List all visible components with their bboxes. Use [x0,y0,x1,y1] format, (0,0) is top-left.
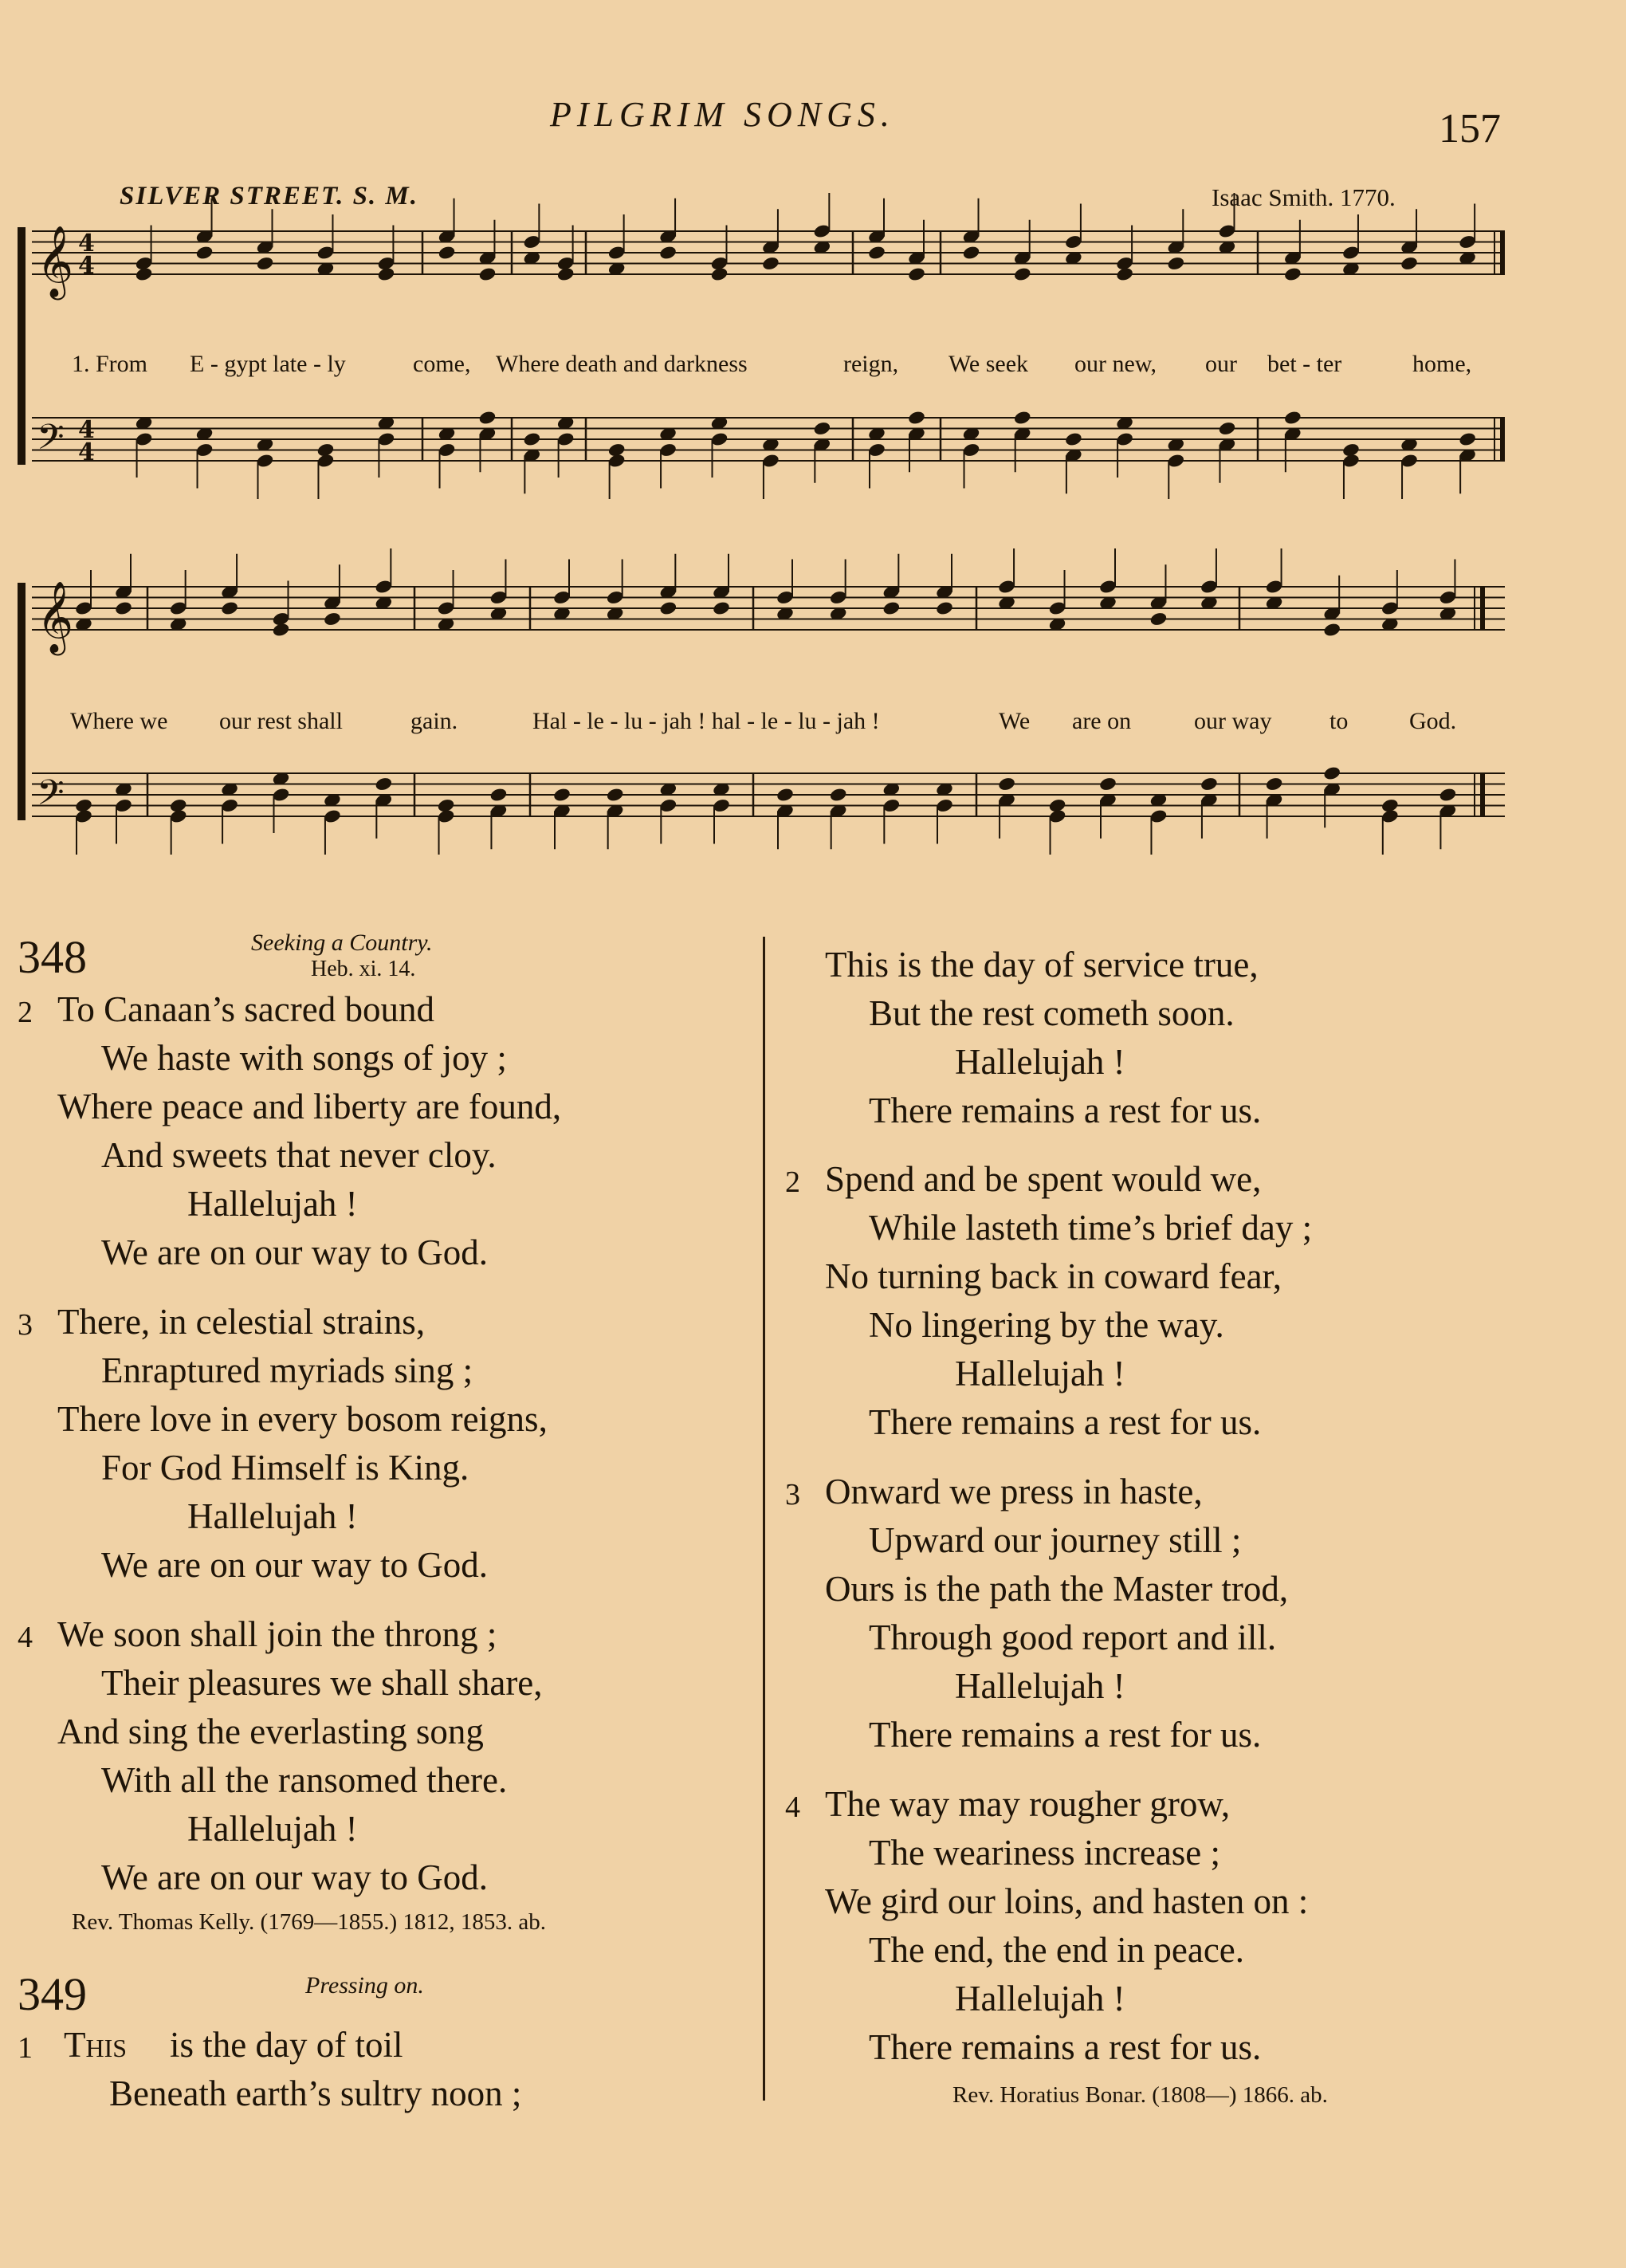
verse-line: No lingering by the way. [869,1305,1224,1345]
note-head [135,266,154,282]
bass-clef-icon: 𝄢 [37,772,65,822]
verse-line: Hallelujah ! [955,1042,1125,1082]
note-head [761,256,780,272]
note-head [710,266,729,282]
note-head [658,245,678,261]
verse-line: We gird our loins, and hasten on : [825,1881,1309,1921]
note-head [1166,256,1185,272]
time-signature-bottom: 4 [78,438,95,466]
note-head [997,776,1016,792]
note-head [1098,776,1117,792]
verse-line: There remains a rest for us. [869,1091,1262,1130]
tune-composer: Isaac Smith. 1770. [1212,183,1396,211]
note-head [377,266,396,282]
verse-line: The weariness increase ; [869,1833,1221,1873]
verse-line: We soon shall join the throng ; [57,1614,497,1654]
note-head [323,611,342,627]
note-head [1064,431,1083,447]
stanza-number: 3 [18,1308,33,1342]
verse-line: Upward our journey still ; [869,1520,1242,1560]
stanza-number: 4 [18,1621,33,1654]
verse-line: Hallelujah ! [955,1666,1125,1706]
verse-line: Hallelujah ! [187,1496,358,1536]
note-head [1283,266,1302,282]
verse-line: We are on our way to God. [101,1545,488,1585]
verse-line: For God Himself is King. [101,1448,469,1488]
verse-line: Hallelujah ! [955,1354,1125,1393]
note-head [438,245,457,261]
lyric-2-e: We [999,708,1031,734]
verse-line: Hallelujah ! [187,1184,358,1224]
note-head [556,266,575,282]
note-head [907,410,926,426]
lyric-1-c: come, [413,351,471,377]
hymn-348-number: 348 [18,931,87,983]
verse-line: To Canaan’s sacred bound [57,989,434,1029]
note-head [829,787,848,803]
note-head [1115,266,1134,282]
lyric-2-a: Where we [70,708,168,734]
column-divider [763,937,765,2101]
verse-line: Where peace and liberty are found, [57,1087,562,1126]
verse-line: Hallelujah ! [955,1979,1125,2018]
note-head [1400,256,1419,272]
note-head [489,787,509,803]
time-signature-bottom: 4 [78,252,95,280]
lyric-1-f: We seek [949,351,1029,377]
verse-first-word: This [64,2025,128,2065]
note-head [867,245,886,261]
note-head [606,787,625,803]
note-head [478,410,497,426]
verse-line: The way may rougher grow, [825,1784,1231,1824]
note-head [523,431,542,447]
verse-line: is the day of toil [170,2025,403,2065]
note-head [659,600,678,616]
verse-line: Beneath earth’s sultry noon ; [109,2073,522,2113]
lyric-1-j: home, [1412,351,1472,377]
verse-line: Hallelujah ! [187,1809,358,1849]
stanza-number: 1 [18,2031,33,2065]
lyric-2-h: to [1329,708,1349,734]
stanza-number: 2 [785,1165,800,1199]
hymn-349-credit: Rev. Horatius Bonar. (1808—) 1866. ab. [952,2082,1328,2108]
page-number: 157 [1439,106,1501,151]
verse-line: While lasteth time’s brief day ; [869,1208,1313,1248]
system-bracket [18,583,26,820]
note-head [1439,787,1458,803]
lyric-1-b: E - gypt late - ly [190,351,346,377]
verse-line: We are on our way to God. [101,1857,488,1897]
note-head [882,600,901,616]
music-notation [0,0,1626,893]
note-head [813,421,832,437]
lyric-1-e: reign, [843,351,899,377]
note-head [478,266,497,282]
hymn-349-theme: Pressing on. [305,1972,424,1999]
verse-line: With all the ransomed there. [101,1760,508,1800]
stanza-number: 3 [785,1478,800,1511]
note-head [935,600,954,616]
verse-line: We are on our way to God. [101,1232,488,1272]
note-head [1013,266,1032,282]
note-head [907,266,926,282]
lyric-2-d: Hal - le - lu - jah ! hal - le - lu - jah ! [532,708,880,734]
lyric-2-f: are on [1072,708,1132,734]
hymn-348-credit: Rev. Thomas Kelly. (1769—1855.) 1812, 1853. ab. [72,1909,546,1935]
treble-clef-icon: 𝄞 [37,226,74,297]
verse-line: There remains a rest for us. [869,1402,1262,1442]
stanza-number: 2 [18,996,33,1029]
note-head [220,600,239,616]
note-head [114,600,133,616]
note-head [1013,410,1032,426]
tune-name: SILVER STREET. S. M. [120,182,419,210]
verse-line: Through good report and ill. [869,1617,1277,1657]
verse-line: No turning back in coward fear, [825,1256,1282,1296]
note-head [1458,431,1477,447]
note-head [552,787,571,803]
note-head [712,600,731,616]
note-head [195,245,214,261]
hymn-348-reference: Heb. xi. 14. [311,957,416,981]
note-head [1149,611,1168,627]
note-head [1218,421,1237,437]
note-head [256,256,275,272]
note-head [1200,776,1219,792]
lyric-1-d: Where death and darkness [496,351,748,377]
note-head [375,776,394,792]
verse-line: Onward we press in haste, [825,1472,1203,1511]
verse-line: And sweets that never cloy. [101,1135,497,1175]
stanza-number: 4 [785,1790,800,1824]
note-head [1322,765,1341,781]
verse-line: Their pleasures we shall share, [101,1663,543,1703]
verse-line: This is the day of service true, [825,945,1259,985]
verse-line: We haste with songs of joy ; [101,1038,507,1078]
lyric-2-i: God. [1409,708,1457,734]
lyric-1-i: bet - ter [1267,351,1342,377]
note-head [962,245,981,261]
verse-line: And sing the everlasting song [57,1712,484,1751]
time-signature-top: 4 [78,230,95,257]
bass-clef-icon: 𝄢 [37,416,65,466]
verse-line: There, in celestial strains, [57,1302,426,1342]
lyric-2-g: our way [1194,708,1272,734]
verse-line: Spend and be spent would we, [825,1159,1262,1199]
note-head [1322,622,1341,638]
note-head [1265,776,1284,792]
hymn-348-theme: Seeking a Country. [251,930,433,956]
treble-clef-icon: 𝄞 [37,581,74,653]
verse-line: The end, the end in peace. [869,1930,1245,1970]
hymn-349-number: 349 [18,1968,87,2020]
running-title: PILGRIM SONGS. [550,95,895,134]
time-signature-top: 4 [78,416,95,444]
lyric-1-g: our new, [1074,351,1157,377]
verse-line: But the rest cometh soon. [869,993,1235,1033]
note-head [1283,410,1302,426]
verse-line: Enraptured myriads sing ; [101,1350,473,1390]
lyric-1-a: 1. From [72,351,148,377]
lyric-2-c: gain. [410,708,458,734]
note-head [776,787,795,803]
note-head [272,622,291,638]
verse-line: There remains a rest for us. [869,2027,1262,2067]
lyric-1-h: our [1205,351,1237,377]
lyric-2-b: our rest shall [219,708,343,734]
system-bracket [18,227,26,465]
verse-line: There love in every bosom reigns, [57,1399,548,1439]
verse-line: Ours is the path the Master trod, [825,1569,1289,1609]
verse-line: There remains a rest for us. [869,1715,1262,1755]
